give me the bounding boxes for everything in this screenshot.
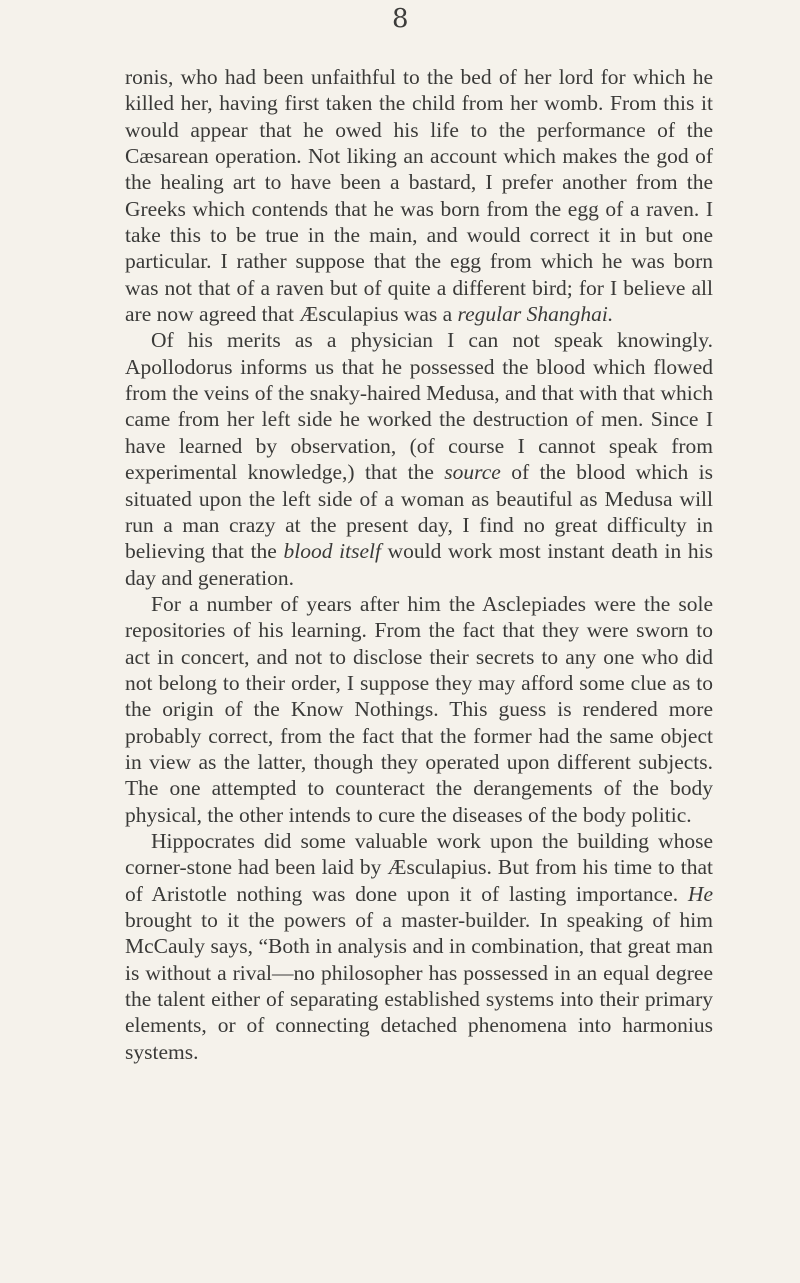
- italic-text: source: [444, 460, 501, 485]
- body-text: [125, 64, 713, 1065]
- italic-text: regular Shanghai.: [457, 302, 614, 327]
- text-segment: Of his merits as a physician I can not speak knowingly. Apollodorus informs us that he possessed the blood which flowed from the veins of the snaky-haired Medusa, and that with that which came from her left side he worked the destruction of men. Since I have learned by observation, (of course I cannot speak from experimental knowledge,) that the: [125, 328, 713, 485]
- text-segment: brought to it the powers of a master-builder. In speaking of him McCauly says, “Both in analysis and in combination, that great man is without a rival—no philosopher has possessed in an equal degree the talent either of separating established systems into their primary elements, or of connecting detached phenomena into harmonius systems.: [125, 908, 713, 1064]
- paragraph: [125, 64, 713, 327]
- text-segment: would work most instant death in his day and generation.: [125, 539, 714, 590]
- text-segment: Hippocrates did some valuable work upon the building whose corner-stone had been laid by Æsculapius. But from his time to that of Aristotle nothing was done upon it of lasting importance.: [125, 828, 713, 906]
- page-number: 8: [392, 4, 409, 34]
- italic-text: blood itself: [283, 539, 381, 564]
- text-segment: of the blood which is situated upon the left side of a woman as beautiful as Medusa will run a man crazy at the present day, I find no great difficulty in believing that the: [125, 460, 713, 564]
- text-segment: For a number of years after him the Asclepiades were the sole repositories of his learning. From the fact that they were sworn to act in concert, and not to disclose their secrets to any one who did not belong to their order, I suppose they may afford some clue as to the origin of the Know Nothings. This guess is rendered more probably correct, from the fact that the former had the same object in view as the latter, though they operated upon different subjects. The one attempted to counteract the derangements of the body physical, the other intends to cure the diseases of the body politic.: [125, 591, 713, 827]
- paragraph: [125, 828, 713, 1065]
- italic-text: He: [687, 881, 713, 906]
- text-segment: ronis, who had been unfaithful to the bed of her lord for which he killed her, having first taken the child from her womb. From this it would appear that he owed his life to the performance of the Cæsarean operation. Not liking an account which makes the god of the healing art to have been a bastard, I prefer another from the Greeks which contends that he was born from the egg of a raven. I take this to be true in the main, and would correct it in but one particular. I rather suppose that the egg from which he was born was not that of a raven but of quite a different bird; for I believe all are now agreed that Æsculapius was a: [125, 65, 713, 327]
- paragraph: [125, 327, 713, 590]
- paragraph: [125, 591, 713, 828]
